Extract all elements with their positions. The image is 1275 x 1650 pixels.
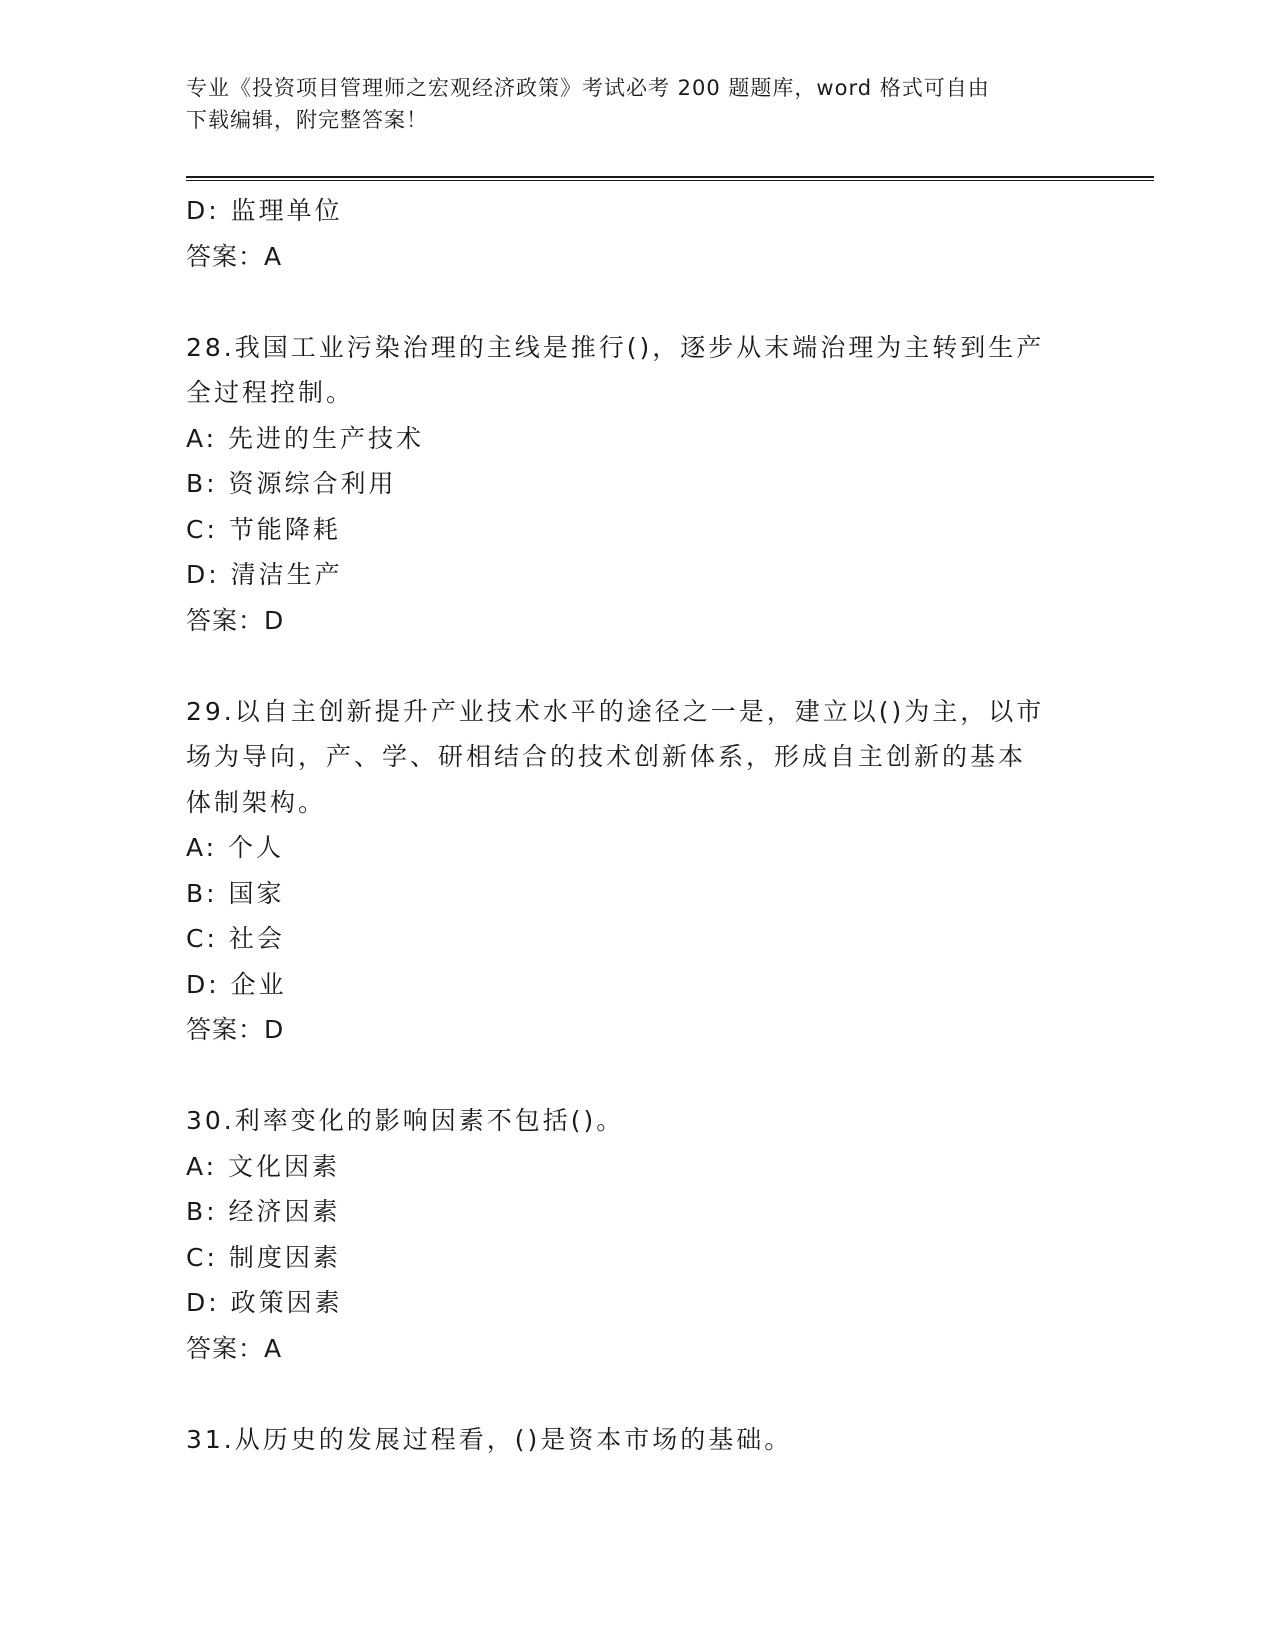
spacer (186, 1371, 1086, 1417)
option-a: A: 先进的生产技术 (186, 423, 425, 453)
question-29 (186, 689, 1086, 1053)
answer: 答案：D (186, 1015, 285, 1044)
question-text-line: 28.我国工业污染治理的主线是推行()，逐步从末端治理为主转到生产 (186, 332, 1045, 362)
question-text-line: 29.以自主创新提升产业技术水平的途径之一是，建立以()为主，以市 (186, 696, 1045, 726)
option-a: A: 文化因素 (186, 1151, 341, 1181)
question-31 (186, 1417, 1086, 1463)
option-a: A: 个人 (186, 833, 285, 862)
question-text-line: 场为导向，产、学、研相结合的技术创新体系，形成自主创新的基本 (186, 742, 1027, 771)
option-d: D: 政策因素 (186, 1288, 343, 1317)
question-text-line: 全过程控制。 (186, 378, 355, 407)
answer: 答案：A (186, 241, 283, 271)
spacer (186, 279, 1086, 325)
option-c: C: 节能降耗 (186, 514, 341, 544)
option-d: D: 监理单位 (186, 196, 343, 225)
question-27-tail (186, 188, 1086, 279)
question-text-line: 体制架构。 (186, 787, 327, 817)
option-d: D: 企业 (186, 969, 287, 999)
option-b: B: 资源综合利用 (186, 469, 397, 498)
question-list (186, 188, 1086, 1462)
header-line-1: 专业《投资项目管理师之宏观经济政策》考试必考 200 题题库，word 格式可自由 (186, 76, 990, 100)
page-header (186, 72, 1086, 136)
option-b: B: 经济因素 (186, 1197, 341, 1226)
question-text-line: 31.从历史的发展过程看，()是资本市场的基础。 (186, 1424, 793, 1454)
spacer (186, 1053, 1086, 1099)
option-b: B: 国家 (186, 878, 285, 908)
spacer (186, 643, 1086, 689)
question-text-line: 30.利率变化的影响因素不包括()。 (186, 1106, 625, 1135)
header-line-2: 下载编辑，附完整答案！ (186, 108, 428, 132)
option-c: C: 制度因素 (186, 1242, 341, 1272)
answer: 答案：A (186, 1333, 283, 1363)
question-30 (186, 1098, 1086, 1371)
option-d: D: 清洁生产 (186, 560, 343, 589)
header-divider (186, 176, 1154, 181)
option-c: C: 社会 (186, 924, 285, 953)
answer: 答案：D (186, 605, 285, 635)
question-28 (186, 325, 1086, 644)
